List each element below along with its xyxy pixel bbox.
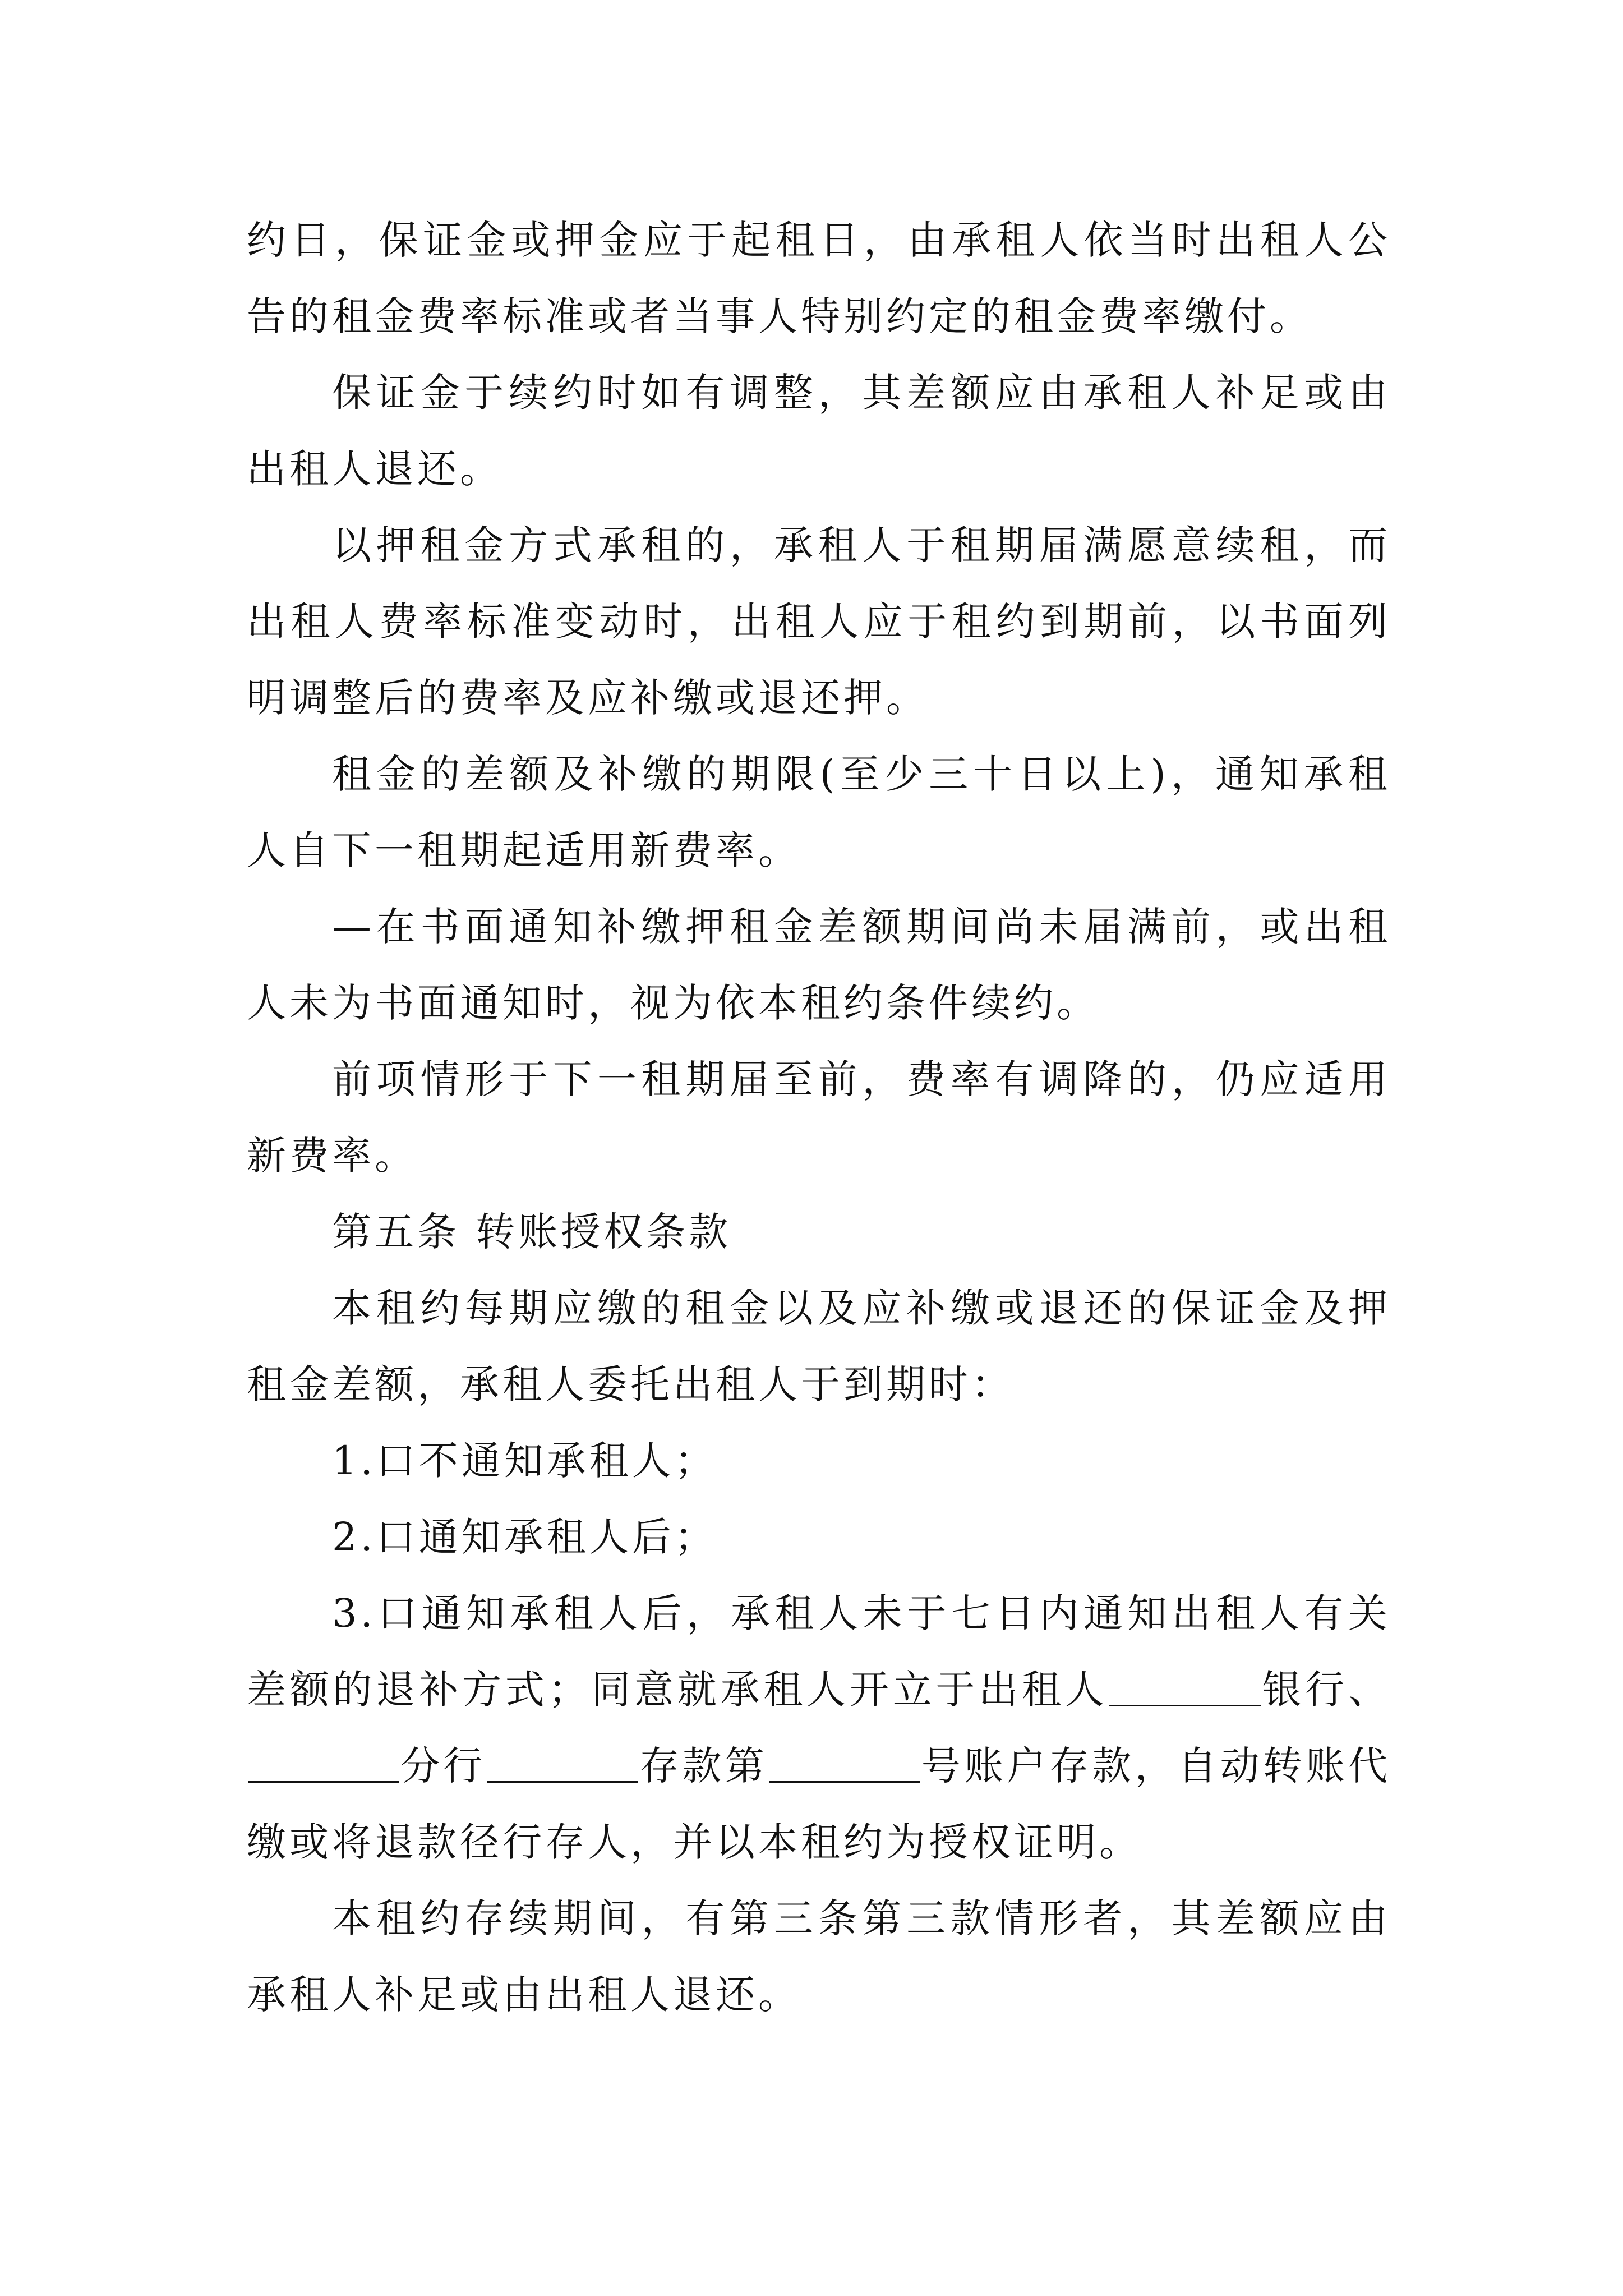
deposit-type-blank[interactable] [487,1742,638,1783]
paragraph-6: 前项情形于下一租期届至前，费率有调降的，仍应适用新费率。 [247,1056,1391,1179]
paragraph-3: 以押租金方式承租的，承租人于租期届满愿意续租，而出租人费率标准变动时，出租人应于租约到期前，以书面列明调整后的费率及应补缴或退还押。 [247,522,1391,721]
article-5-heading: 第五条 转账授权条款 [332,1209,732,1255]
paragraph-12: 本租约存续期间，有第三条第三款情形者，其差额应由承租人补足或由出租人退还。 [247,1895,1391,2018]
paragraph-8: 本租约每期应缴的租金以及应补缴或退还的保证金及押租金差额，承租人委托出租人于到期时： [247,1285,1391,1407]
option-3-text-e: 号账户存款，自动转账代缴或将退款径行存人，并以本租约为授权证明。 [247,1743,1391,1865]
option-3-text-a: 3.口通知承租人后，承租人未于七日内通知出租人有关差额的退补方式；同意就承租人开立于出租人 [247,1590,1391,1713]
option-2: 2.口通知承租人后； [332,1514,717,1560]
paragraph-1: 约日，保证金或押金应于起租日，由承租人依当时出租人公告的租金费率标准或者当事人特别约定的租金费率缴付。 [247,217,1391,339]
option-3-text-c: 分行 [400,1743,486,1789]
option-3 [247,1575,1391,1880]
option-1: 1.口不通知承租人； [332,1438,717,1484]
option-3-text-d: 存款第 [639,1743,768,1789]
paragraph-5: —在书面通知补缴押租金差额期间尚未届满前，或出租人未为书面通知时，视为依本租约条件续约。 [247,904,1391,1026]
branch-name-blank[interactable] [248,1742,399,1783]
paragraph-4: 租金的差额及补缴的期限(至少三十日以上)，通知承租人自下一租期起适用新费率。 [247,751,1391,873]
paragraph-2: 保证金于续约时如有调整，其差额应由承租人补足或由出租人退还。 [247,370,1391,492]
option-3-text-b: 银行、 [1261,1667,1391,1713]
bank-name-blank[interactable] [1109,1665,1261,1706]
account-number-blank[interactable] [769,1742,920,1783]
document-body [247,202,1391,2033]
